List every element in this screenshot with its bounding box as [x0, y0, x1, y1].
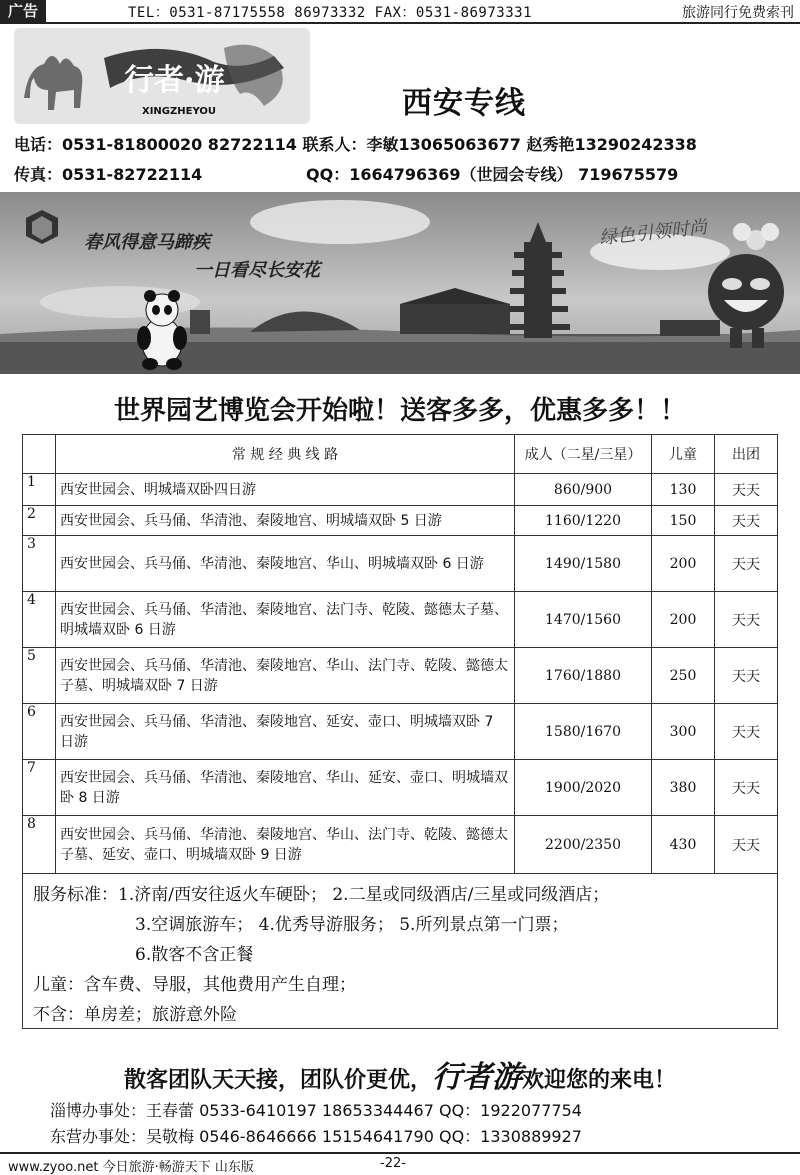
row-number: 1 [23, 474, 56, 506]
svg-text:行者·游: 行者·游 [124, 63, 225, 98]
banner-scene [0, 192, 800, 374]
table-header-row [23, 435, 778, 474]
table-row [23, 816, 778, 874]
row-number: 7 [23, 760, 56, 816]
qq-line: QQ：1664796369（世园会专线） 719675579 [306, 165, 679, 184]
ad-label: 广告 [0, 0, 46, 22]
promo-headline: 世界园艺博览会开始啦！送客多多，优惠多多！！ [113, 396, 686, 426]
child-price: 200 [652, 592, 715, 648]
departure: 天天 [715, 474, 778, 506]
child-price: 430 [652, 816, 715, 874]
service-notes [22, 872, 778, 1029]
child-price: 250 [652, 648, 715, 704]
fax-line: 传真：0531-82722114 [14, 165, 203, 184]
footer [0, 1152, 800, 1174]
routes-table [22, 434, 778, 874]
service-standard-2: 3.空调旅游车； 4.优秀导游服务； 5.所列景点第一门票； [135, 915, 569, 935]
page-number: -22- [380, 1156, 406, 1171]
row-number: 2 [23, 506, 56, 536]
route-name: 西安世园会、兵马俑、华清池、秦陵地宫、华山、法门寺、乾陵、懿德太子墓、明城墙双卧 7 日游 [56, 648, 515, 704]
row-number: 4 [23, 592, 56, 648]
exclusions-note: 不含：单房差；旅游意外险 [33, 1005, 237, 1025]
tagline-brand: 行者游 [432, 1060, 522, 1095]
table-row [23, 592, 778, 648]
tagline-after: 欢迎您的来电！ [522, 1068, 677, 1093]
table-row [23, 536, 778, 592]
logo [14, 28, 310, 124]
departure: 天天 [715, 816, 778, 874]
child-price: 200 [652, 536, 715, 592]
departure: 天天 [715, 506, 778, 536]
departure: 天天 [715, 704, 778, 760]
col-number [23, 435, 56, 474]
departure: 天天 [715, 536, 778, 592]
adult-price: 1160/1220 [515, 506, 652, 536]
col-adult-price: 成人（二星/三星） [515, 435, 652, 474]
route-name: 西安世园会、兵马俑、华清池、秦陵地宫、华山、法门寺、乾陵、懿德太子墓、延安、壶口、明城墙双卧 9 日游 [56, 816, 515, 874]
departure: 天天 [715, 592, 778, 648]
route-name: 西安世园会、兵马俑、华清池、秦陵地宫、法门寺、乾陵、懿德太子墓、明城墙双卧 6 日游 [56, 592, 515, 648]
footer-site: www.zyoo.net 今日旅游·畅游天下 山东版 [8, 1160, 254, 1175]
route-name: 西安世园会、兵马俑、华清池、秦陵地宫、明城墙双卧 5 日游 [56, 506, 515, 536]
child-price: 380 [652, 760, 715, 816]
svg-text:春风得意马蹄疾: 春风得意马蹄疾 [84, 232, 210, 253]
col-departure: 出团 [715, 435, 778, 474]
service-standard-1: 服务标准：1.济南/西安往返火车硬卧； 2.二星或同级酒店/三星或同级酒店； [33, 885, 610, 905]
phone-line: 电话：0531-81800020 82722114 联系人：李敏13065063677 赵秀艳13290242338 [14, 135, 697, 154]
col-child-price: 儿童 [652, 435, 715, 474]
adult-price: 2200/2350 [515, 816, 652, 874]
route-name: 西安世园会、明城墙双卧四日游 [56, 474, 515, 506]
row-number: 3 [23, 536, 56, 592]
office-zibo: 淄博办事处：王春蕾 0533-6410197 18653344467 QQ：1922077754 [50, 1101, 582, 1120]
table-row [23, 648, 778, 704]
row-number: 5 [23, 648, 56, 704]
logo-graphic [14, 28, 310, 124]
route-name: 西安世园会、兵马俑、华清池、秦陵地宫、延安、壶口、明城墙双卧 7 日游 [56, 704, 515, 760]
row-number: 6 [23, 704, 56, 760]
row-number: 8 [23, 816, 56, 874]
col-route: 常 规 经 典 线 路 [56, 435, 515, 474]
child-price: 150 [652, 506, 715, 536]
service-standard-3: 6.散客不含正餐 [135, 945, 254, 965]
departure: 天天 [715, 760, 778, 816]
child-price: 130 [652, 474, 715, 506]
child-price: 300 [652, 704, 715, 760]
adult-price: 1900/2020 [515, 760, 652, 816]
adult-price: 1760/1880 [515, 648, 652, 704]
free-catalog-note: 旅游同行免费索刊 [682, 5, 794, 21]
banner-image [0, 192, 800, 374]
table-row [23, 704, 778, 760]
svg-text:一日看尽长安花: 一日看尽长安花 [194, 260, 320, 281]
departure: 天天 [715, 648, 778, 704]
adult-price: 1580/1670 [515, 704, 652, 760]
page-title: 西安专线 [402, 86, 526, 121]
children-note: 儿童：含车费、导服，其他费用产生自理； [33, 975, 356, 995]
tel-fax: TEL：0531-87175558 86973332 FAX：0531-86973331 [128, 5, 533, 21]
adult-price: 1470/1560 [515, 592, 652, 648]
tagline [0, 1052, 800, 1096]
table-row [23, 760, 778, 816]
adult-price: 860/900 [515, 474, 652, 506]
office-dongying: 东营办事处：吴敬梅 0546-8646666 15154641790 QQ：1330889927 [50, 1127, 582, 1146]
table-row [23, 506, 778, 536]
table-row [23, 474, 778, 506]
svg-text:XINGZHEYOU: XINGZHEYOU [142, 106, 216, 117]
svg-text:绿色引领时尚: 绿色引领时尚 [598, 216, 708, 249]
route-name: 西安世园会、兵马俑、华清池、秦陵地宫、华山、明城墙双卧 6 日游 [56, 536, 515, 592]
tagline-before: 散客团队天天接，团队价更优， [123, 1068, 432, 1093]
adult-price: 1490/1580 [515, 536, 652, 592]
route-name: 西安世园会、兵马俑、华清池、秦陵地宫、华山、延安、壶口、明城墙双卧 8 日游 [56, 760, 515, 816]
